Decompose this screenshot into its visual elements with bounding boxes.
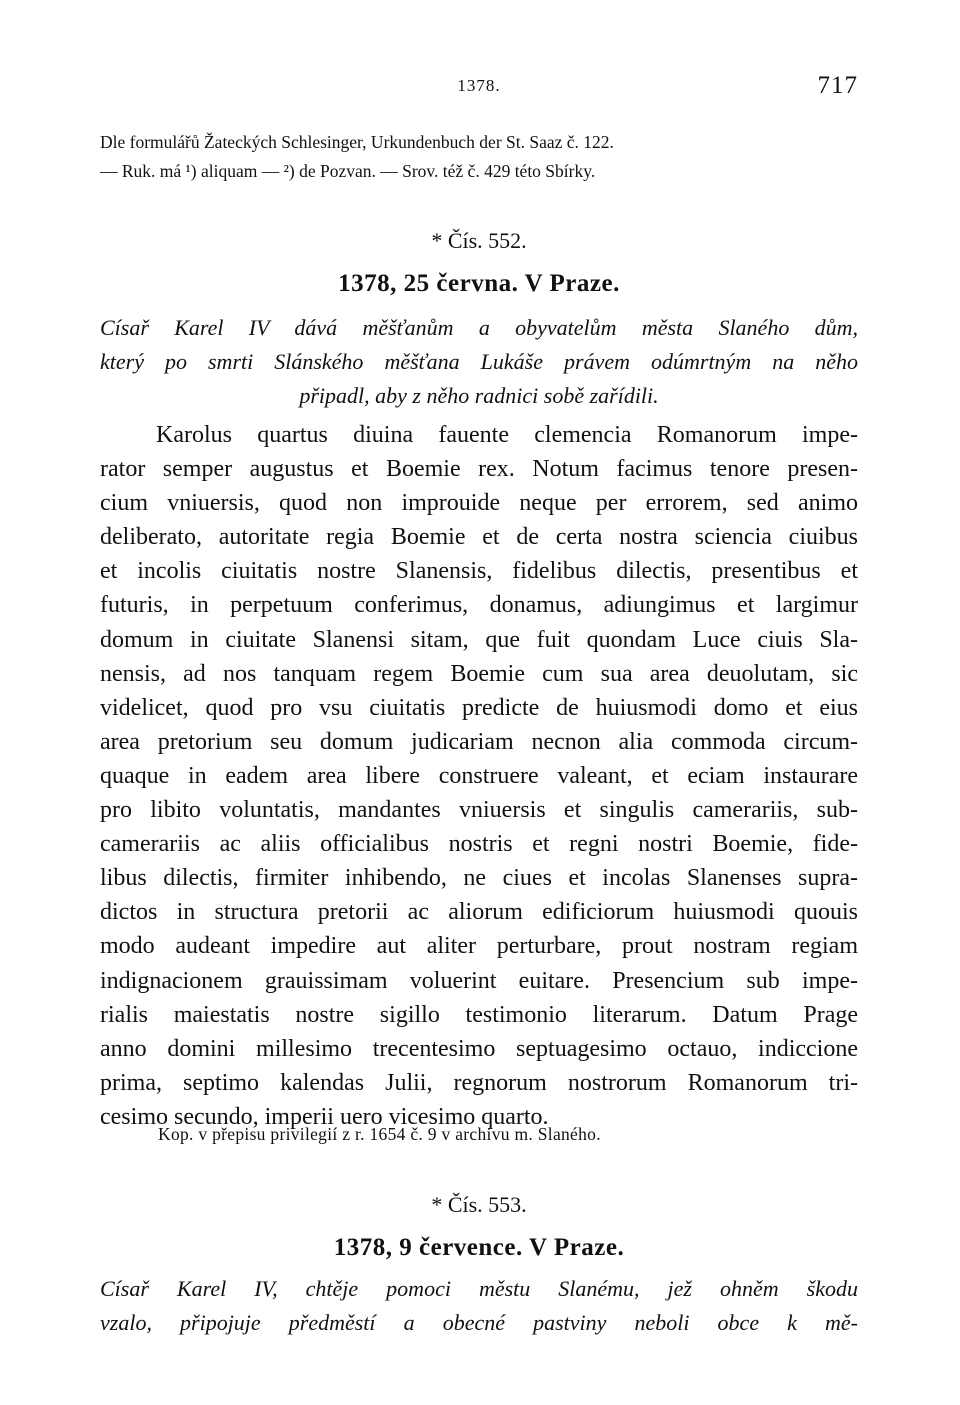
body-line: rator semper augustus et Boemie rex. Notum facimus tenore presen- <box>100 456 858 483</box>
body-line: quaque in eadem area libere construere valeant, et eciam instaurare <box>100 762 858 789</box>
entry-553-number: * Čís. 553. <box>431 1192 527 1217</box>
entry-553-summary <box>100 1272 858 1340</box>
body-line: rialis maiestatis nostre sigillo testimonio literarum. Datum Prage <box>100 1001 858 1028</box>
body-line: dictos in structura pretorii ac aliorum edificiorum huiusmodi quouis <box>100 899 858 926</box>
entry-553-dateline: 1378, 9 července. V Praze. <box>333 1234 625 1261</box>
summary-line: připadl, aby z něho radnici sobě zařídili. <box>299 383 659 408</box>
summary-line: Císař Karel IV, chtěje pomoci městu Slanému, jež ohněm škodu <box>100 1276 858 1301</box>
body-line: futuris, in perpetuum conferimus, donamus, adiungimus et largimur <box>100 592 858 619</box>
source-note-line: Dle formulářů Žateckých Schlesinger, Urkundenbuch der St. Saaz č. 122. <box>100 132 614 152</box>
entry-552-dateline: 1378, 25 června. V Praze. <box>338 270 620 297</box>
body-line: nensis, ad nos tanquam regem Boemie cum sua area deuolutam, sic <box>100 660 858 687</box>
body-line: cesimo secundo, imperii uero vicesimo quarto. <box>100 1103 549 1130</box>
body-line: indignacionem grauissimam voluerint euitare. Presencium sub impe- <box>100 967 858 994</box>
summary-line: který po smrti Slánského měšťana Lukáše právem odúmrtným na něho <box>100 349 858 374</box>
body-line: cium vniuersis, quod non improuide neque per errorem, sed animo <box>100 490 858 517</box>
body-line: camerariis ac aliis officialibus nostris et regni nostri Boemie, fide- <box>100 831 858 858</box>
entry-552-body <box>100 418 858 1134</box>
body-line: pro libito voluntatis, mandantes vniuersis et singulis camerariis, sub- <box>100 797 858 824</box>
body-line: videlicet, quod pro vsu ciuitatis predicte de huiusmodi domo et eius <box>100 694 858 721</box>
running-head <box>100 72 858 102</box>
source-note-line: — Ruk. má ¹) aliquam — ²) de Pozvan. — Srov. též č. 429 této Sbírky. <box>100 161 596 181</box>
entry-552-number: * Čís. 552. <box>431 228 527 253</box>
source-note <box>100 128 858 186</box>
body-line: libus dilectis, firmiter inhibendo, ne ciues et incolas Slanenses supra- <box>100 865 858 892</box>
running-head-year: 1378. <box>457 76 501 95</box>
body-line: prima, septimo kalendas Julii, regnorum nostrorum Romanorum tri- <box>100 1069 858 1096</box>
body-line: anno domini millesimo trecentesimo septuagesimo octauo, indiccione <box>100 1035 858 1062</box>
body-line: domum in ciuitate Slanensi sitam, que fuit quondam Luce ciuis Sla- <box>100 626 858 653</box>
body-line: et incolis ciuitatis nostre Slanensis, fidelibus dilectis, presentibus et <box>100 558 858 585</box>
entry-552-copy-note: Kop. v přepisu privilegií z r. 1654 č. 9 v archivu m. Slaného. <box>158 1124 601 1144</box>
summary-line: vzalo, připojuje předměstí a obecné pastviny neboli obce k mě- <box>100 1310 858 1335</box>
body-line: deliberato, autoritate regia Boemie et de certa nostra sciencia ciuibus <box>100 524 858 551</box>
page-number: 717 <box>817 72 858 99</box>
body-line: modo audeant impedire aut aliter perturbare, prout nostram regiam <box>100 933 858 960</box>
entry-552-summary <box>100 311 858 413</box>
body-line: area pretorium seu domum judicariam necnon alia commoda circum- <box>100 728 858 755</box>
summary-line: Císař Karel IV dává měšťanům a obyvatelům města Slaného dům, <box>100 315 858 340</box>
body-line: Karolus quartus diuina fauente clemencia Romanorum impe- <box>156 422 858 448</box>
